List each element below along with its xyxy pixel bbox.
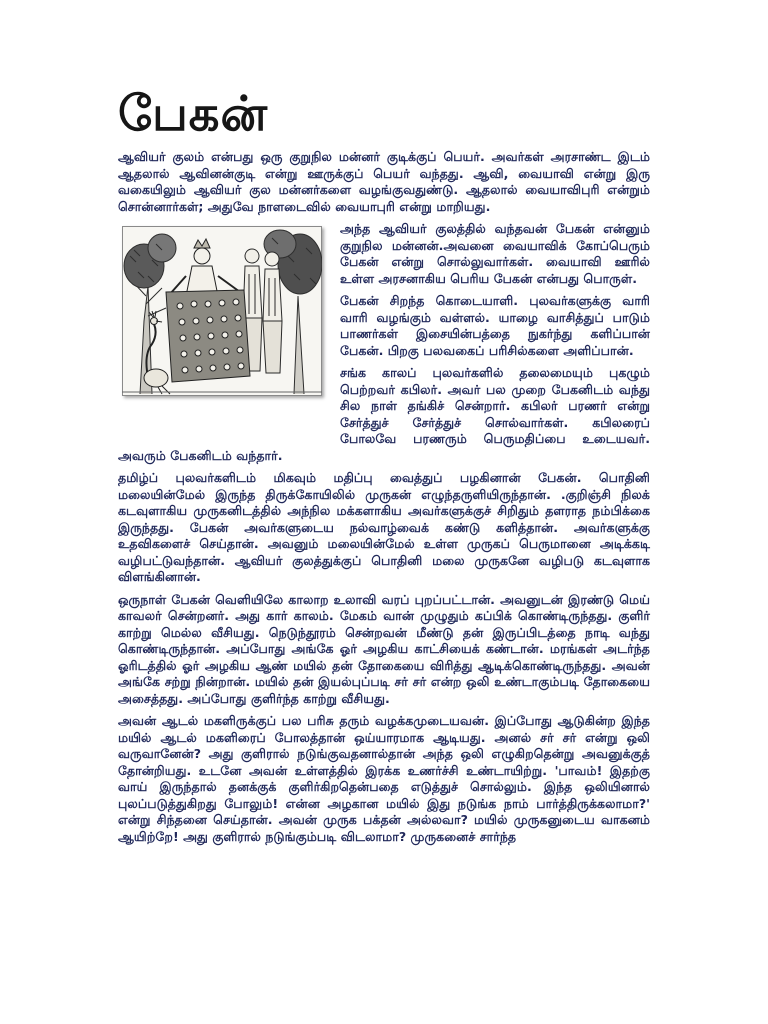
page-title: பேகன் [118, 86, 269, 142]
paragraph-4: சங்க காலப் புலவர்களில் தலைமையும் புகழும் பெற்றவர் கபிலர். அவர் பல முறை பேகனிடம் வந்து சில நாள் தங்கிச் சென்றார். கபிலர் பரணர் என்று சேர்த்துச் சேர்த்துச் சொல்வார்கள். கபிலரைப் போலவே பரணரும் பெருமதிப்பை உடையவர். அவரும் பேகனிடம் வந்தார். [118, 365, 650, 463]
illustration-frame [122, 226, 322, 396]
shawl [166, 290, 250, 382]
illustration-float [118, 221, 322, 446]
paragraph-1: ஆவியர் குலம் என்பது ஒரு குறுநில மன்னர் குடிக்குப் பெயர். அவர்கள் அரசாண்ட இடம் ஆதலால் ஆவினன்குடி என்று ஊருக்குப் பெயர் வந்தது. ஆவி, வையாவி என்று இரு வகையிலும் ஆவியர் குல மன்னர்களை வழங்குவதுண்டு. ஆதலால் வையாவிபுரி என்றும் சொன்னார்கள்; அதுவே நாளடைவில் வையாபுரி என்று மாறியது. [118, 149, 650, 214]
paragraph-2: அந்த ஆவியர் குலத்தில் வந்தவன் பேகன் என்னும் குறுநில மன்னன்.அவனை வையாவிக் கோப்பெரும் பேகன் என்று சொல்லுவார்கள். வையாவி ஊரில் உள்ள அரசனாகிய பெரிய பேகன் என்பது பொருள். [340, 221, 650, 286]
paragraph-5: தமிழ்ப் புலவர்களிடம் மிகவும் மதிப்பு வைத்துப் பழகினான் பேகன். பொதினி மலையின்மேல் இருந்த திருக்கோயிலில் முருகன் எழுந்தருளியிருந்தான். .குறிஞ்சி நிலக் கடவுளாகிய முருகனிடத்தில் அந்நில மக்களாகிய அவர்களுக்குச் சிறிதும் தளராத நம்பிக்கை இருந்தது. பேகன் அவர்களுடைய நல்வாழ்வைக் கண்டு களித்தான். அவர்களுக்கு உதவிகளைச் செய்தான். அவனும் மலையின்மேல் உள்ள முருகப் பெருமானை அடிக்கடி வழிபட்டுவந்தான். ஆவியர் குலத்துக்குப் பொதினி மலை முருகனே வழிபடு கடவுளாக விளங்கினான். [118, 470, 650, 584]
king-peacock-illustration [122, 226, 322, 396]
document-body [118, 86, 650, 851]
paragraph-7: அவன் ஆடல் மகளிருக்குப் பல பரிசு தரும் வழக்கமுடையவன். இப்போது ஆடுகின்ற இந்த மயில் ஆடல் மகளிரைப் போலத்தான் ஒய்யாரமாக ஆடியது. அனல் சர் சர் என்று ஒலி வருவானேன்? அது குளிரால் நடுங்குவதனால்தான் அந்த ஒலி எழுகிறதென்று அவனுக்குத் தோன்றியது. உடனே அவன் உள்ளத்தில் இரக்க உணர்ச்சி உண்டாயிற்று. 'பாவம்! இதற்கு வாய் இருந்தால் தனக்குக் குளிர்கிறதென்பதை எடுத்துச் சொல்லும். இந்த ஒலியினால் புலப்படுத்துகிறது போலும்! என்ன அழகான மயில் இது நடுங்க நாம் பார்த்திருக்கலாமா?' என்று சிந்தனை செய்தான். அவன் முருக பக்தன் அல்லவா? மயில் முருகனுடைய வாகனம் ஆயிற்றே! அது குளிரால் நடுங்கும்படி விடலாமா? முருகனைச் சார்ந்த [118, 713, 650, 844]
paragraph-3: பேகன் சிறந்த கொடையாளி. புலவர்களுக்கு வாரி வாரி வழங்கும் வள்ளல். யாழை வாசித்துப் பாடும் பாணர்கள் இசையின்பத்தை நுகர்ந்து களிப்பான் பேகன். பிறகு பலவகைப் பரிசில்களை அளிப்பான். [340, 293, 650, 358]
paragraph-6: ஒருநாள் பேகன் வெளியிலே காலாற உலாவி வரப் புறப்பட்டான். அவனுடன் இரண்டு மெய் காவலர் சென்றனர். அது கார் காலம். மேகம் வான் முழுதும் கப்பிக் கொண்டிருந்தது. குளிர் காற்று மெல்ல வீசியது. நெடுந்தூரம் சென்றவன் மீண்டு தன் இருப்பிடத்தை நாடி வந்து கொண்டிருந்தான். அப்போது அங்கே ஓர் அழகிய காட்சியைக் கண்டான். மரங்கள் அடர்ந்த ஓரிடத்தில் ஓர் அழகிய ஆண் மயில் தன் தோகையை விரித்து ஆடிக்கொண்டிருந்தது. அவன் அங்கே சற்று நின்றான். மயில் தன் இயல்புப்படி சர் சர் என்ற ஒலி உண்டாகும்படி தோகையை அசைத்தது. அப்போது குளிர்ந்த காற்று வீசியது. [118, 591, 650, 706]
